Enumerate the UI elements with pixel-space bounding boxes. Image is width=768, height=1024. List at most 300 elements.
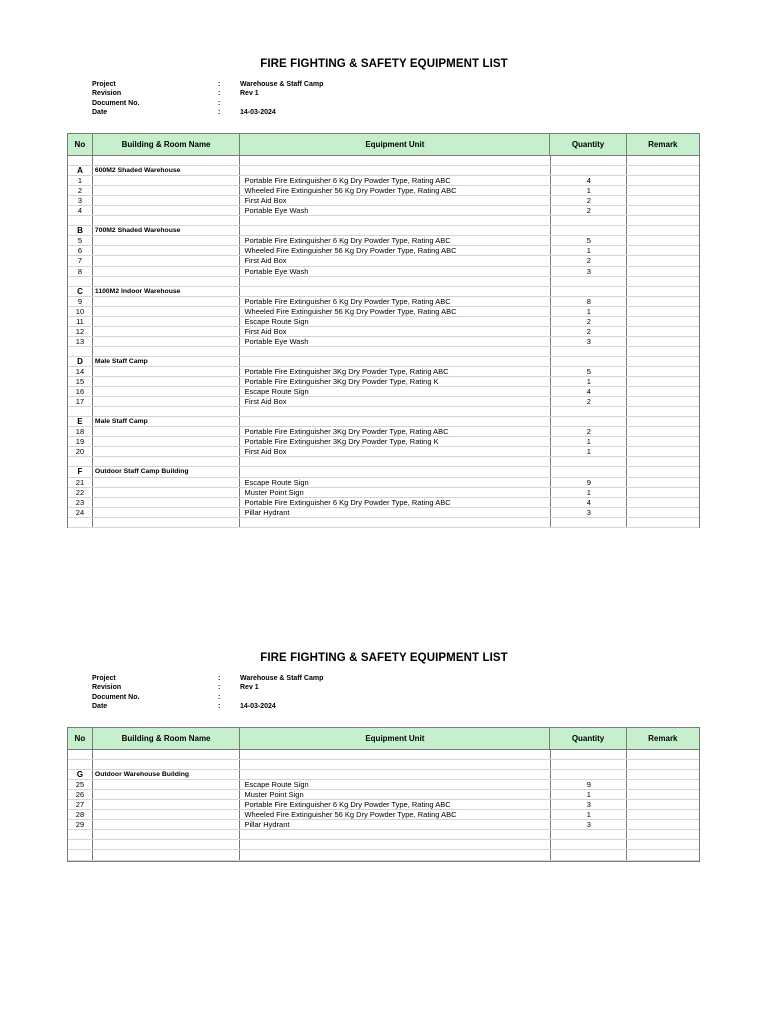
cell-equipment: [239, 166, 550, 175]
cell-remark: [626, 297, 699, 306]
header-equipment: Equipment Unit: [239, 728, 549, 749]
cell-no: B: [77, 226, 83, 236]
table-row: [68, 176, 699, 186]
cell-remark: [626, 246, 699, 255]
cell-no: 15: [75, 377, 85, 387]
cell-building: 700M2 Shaded Warehouse: [92, 226, 240, 235]
cell-building: [92, 367, 240, 376]
header-no: No: [74, 734, 86, 743]
cell-equipment: Portable Fire Extinguisher 6 Kg Dry Powder Type, Rating ABC: [239, 176, 550, 185]
cell-quantity: 1: [550, 488, 626, 497]
cell-remark: [626, 800, 699, 809]
cell-remark: [626, 357, 699, 366]
table-row: [68, 518, 699, 528]
cell-no: [68, 840, 92, 849]
cell-equipment: [239, 417, 550, 426]
cell-no: 8: [77, 266, 83, 276]
cell-quantity: 9: [550, 478, 626, 487]
cell-remark: [626, 327, 699, 336]
table-row: [68, 246, 699, 256]
cell-building: [92, 850, 240, 859]
cell-quantity: [550, 850, 626, 859]
cell-no: [68, 750, 92, 759]
cell-equipment: [239, 760, 550, 769]
table-row: [68, 397, 699, 407]
cell-building: [92, 498, 240, 507]
cell-remark: [626, 447, 699, 456]
cell-quantity: 2: [550, 206, 626, 215]
cell-equipment: Wheeled Fire Extinguisher 56 Kg Dry Powder Type, Rating ABC: [239, 186, 550, 195]
cell-no: A: [77, 166, 83, 176]
cell-building: [92, 267, 240, 276]
meta-date: [92, 702, 392, 711]
cell-quantity: [550, 457, 626, 466]
cell-quantity: [550, 166, 626, 175]
cell-building: [92, 478, 240, 487]
cell-no: 7: [77, 256, 83, 266]
cell-no: [68, 156, 92, 165]
cell-building: Male Staff Camp: [92, 357, 240, 366]
cell-no: 5: [77, 236, 83, 246]
cell-quantity: 2: [550, 256, 626, 265]
cell-building: [92, 840, 240, 849]
header-building: Building & Room Name: [92, 728, 240, 749]
table-row: [68, 488, 699, 498]
table-header: [67, 727, 700, 750]
meta-revision: [92, 89, 392, 98]
cell-no: F: [77, 467, 83, 477]
cell-remark: [626, 820, 699, 829]
table-row: [68, 327, 699, 337]
meta-label: Revision: [92, 684, 122, 692]
cell-no: E: [77, 417, 83, 427]
meta-value: Warehouse & Staff Camp: [240, 81, 324, 88]
cell-quantity: [550, 518, 626, 527]
table-row: [68, 256, 699, 266]
table-body: [67, 156, 700, 528]
table-row: [68, 780, 699, 790]
cell-building: [92, 186, 240, 195]
cell-building: Male Staff Camp: [92, 417, 240, 426]
meta-label: Revision: [92, 90, 122, 98]
cell-equipment: [239, 357, 550, 366]
cell-building: [92, 317, 240, 326]
cell-no: 27: [75, 800, 85, 810]
header-quantity: Quantity: [549, 134, 625, 155]
cell-no: [68, 457, 92, 466]
cell-no: 25: [75, 780, 85, 790]
cell-remark: [626, 760, 699, 769]
table-row: [68, 216, 699, 226]
meta-value: Warehouse & Staff Camp: [240, 675, 324, 682]
cell-equipment: First Aid Box: [239, 256, 550, 265]
cell-no: D: [77, 356, 83, 366]
cell-no: 6: [77, 246, 83, 256]
cell-quantity: 5: [550, 236, 626, 245]
cell-remark: [626, 196, 699, 205]
meta-value: 14-03-2024: [240, 108, 276, 116]
cell-quantity: [550, 226, 626, 235]
meta-document-no: [92, 693, 392, 702]
table-row: [68, 478, 699, 488]
cell-remark: [626, 478, 699, 487]
cell-remark: [626, 830, 699, 839]
cell-remark: [626, 498, 699, 507]
table-row: [68, 447, 699, 457]
cell-no: 24: [75, 507, 85, 517]
cell-quantity: 3: [550, 800, 626, 809]
cell-equipment: Portable Fire Extinguisher 6 Kg Dry Powder Type, Rating ABC: [239, 236, 550, 245]
table-row: [68, 387, 699, 397]
cell-building: [92, 297, 240, 306]
cell-building: [92, 830, 240, 839]
table-row: [68, 810, 699, 820]
cell-quantity: 8: [550, 297, 626, 306]
header-remark: Remark: [626, 728, 699, 749]
table-row: [68, 750, 699, 760]
cell-equipment: First Aid Box: [239, 196, 550, 205]
cell-equipment: [239, 156, 550, 165]
meta-colon: :: [218, 99, 221, 107]
cell-building: [92, 760, 240, 769]
table-row: [68, 267, 699, 277]
meta-document-no: [92, 99, 392, 108]
meta-label: Project: [92, 81, 116, 88]
cell-building: [92, 397, 240, 406]
document-title: FIRE FIGHTING & SAFETY EQUIPMENT LIST: [260, 652, 508, 664]
cell-building: [92, 457, 240, 466]
meta-date: [92, 108, 392, 117]
table-row: [68, 800, 699, 810]
table-row: [68, 427, 699, 437]
cell-building: [92, 377, 240, 386]
table-row: [68, 830, 699, 840]
cell-equipment: First Aid Box: [239, 447, 550, 456]
cell-quantity: [550, 216, 626, 225]
cell-no: [68, 830, 92, 839]
cell-quantity: 1: [550, 437, 626, 446]
header-building: Building & Room Name: [92, 134, 240, 155]
cell-equipment: Muster Point Sign: [239, 488, 550, 497]
cell-no: 16: [75, 387, 85, 397]
cell-building: [92, 156, 240, 165]
document-meta: [92, 80, 392, 117]
document-title: FIRE FIGHTING & SAFETY EQUIPMENT LIST: [260, 58, 508, 70]
cell-remark: [626, 267, 699, 276]
table-row: [68, 850, 699, 860]
cell-remark: [626, 176, 699, 185]
table-body: [67, 750, 700, 862]
cell-quantity: [550, 417, 626, 426]
cell-no: 26: [75, 790, 85, 800]
cell-quantity: 3: [550, 267, 626, 276]
cell-remark: [626, 488, 699, 497]
header-quantity: Quantity: [549, 728, 625, 749]
section-row: [68, 417, 699, 427]
cell-remark: [626, 790, 699, 799]
cell-equipment: First Aid Box: [239, 397, 550, 406]
cell-equipment: [239, 518, 550, 527]
cell-quantity: [550, 840, 626, 849]
cell-equipment: Portable Eye Wash: [239, 267, 550, 276]
cell-equipment: Escape Route Sign: [239, 387, 550, 396]
cell-building: [92, 277, 240, 286]
cell-building: [92, 176, 240, 185]
cell-no: 3: [77, 196, 83, 206]
cell-equipment: Wheeled Fire Extinguisher 56 Kg Dry Powder Type, Rating ABC: [239, 307, 550, 316]
table-row: [68, 820, 699, 830]
section-row: [68, 467, 699, 477]
cell-quantity: 3: [550, 820, 626, 829]
cell-building: [92, 256, 240, 265]
cell-remark: [626, 347, 699, 356]
cell-quantity: [550, 830, 626, 839]
cell-quantity: [550, 277, 626, 286]
cell-remark: [626, 407, 699, 416]
meta-value: Rev 1: [240, 90, 259, 98]
cell-equipment: [239, 407, 550, 416]
table-row: [68, 156, 699, 166]
cell-equipment: Wheeled Fire Extinguisher 56 Kg Dry Powder Type, Rating ABC: [239, 246, 550, 255]
cell-quantity: [550, 770, 626, 779]
cell-remark: [626, 166, 699, 175]
cell-no: 17: [75, 397, 85, 407]
table-row: [68, 407, 699, 417]
meta-colon: :: [218, 675, 221, 682]
cell-quantity: 1: [550, 810, 626, 819]
table-row: [68, 297, 699, 307]
cell-building: Outdoor Warehouse Building: [92, 770, 240, 779]
cell-remark: [626, 840, 699, 849]
table-row: [68, 347, 699, 357]
meta-colon: :: [218, 684, 221, 692]
section-row: [68, 226, 699, 236]
cell-remark: [626, 186, 699, 195]
cell-building: [92, 800, 240, 809]
cell-equipment: [239, 467, 550, 476]
cell-quantity: [550, 407, 626, 416]
meta-colon: :: [218, 693, 221, 701]
cell-no: 28: [75, 810, 85, 820]
cell-no: 2: [77, 186, 83, 196]
cell-equipment: Portable Eye Wash: [239, 337, 550, 346]
meta-label: Project: [92, 675, 116, 682]
cell-quantity: 1: [550, 447, 626, 456]
cell-quantity: 2: [550, 196, 626, 205]
cell-remark: [626, 317, 699, 326]
cell-quantity: 4: [550, 176, 626, 185]
cell-remark: [626, 457, 699, 466]
cell-equipment: [239, 277, 550, 286]
cell-building: [92, 750, 240, 759]
cell-building: [92, 407, 240, 416]
cell-remark: [626, 508, 699, 517]
cell-no: G: [76, 770, 84, 780]
header-remark: Remark: [626, 134, 699, 155]
cell-equipment: Portable Eye Wash: [239, 206, 550, 215]
section-row: [68, 287, 699, 297]
meta-value: Rev 1: [240, 684, 259, 692]
cell-quantity: 1: [550, 186, 626, 195]
cell-equipment: Pillar Hydrant: [239, 820, 550, 829]
cell-building: [92, 437, 240, 446]
cell-quantity: [550, 467, 626, 476]
cell-remark: [626, 256, 699, 265]
cell-building: [92, 810, 240, 819]
cell-quantity: 1: [550, 307, 626, 316]
equipment-table: [67, 133, 700, 528]
table-row: [68, 377, 699, 387]
meta-colon: :: [218, 81, 221, 88]
cell-building: [92, 508, 240, 517]
cell-quantity: 4: [550, 387, 626, 396]
table-row: [68, 337, 699, 347]
cell-building: Outdoor Staff Camp Building: [92, 467, 240, 476]
cell-no: 12: [75, 326, 85, 336]
cell-equipment: Wheeled Fire Extinguisher 56 Kg Dry Powder Type, Rating ABC: [239, 810, 550, 819]
table-row: [68, 790, 699, 800]
cell-remark: [626, 337, 699, 346]
cell-quantity: 3: [550, 337, 626, 346]
cell-equipment: Portable Fire Extinguisher 3Kg Dry Powder Type, Rating ABC: [239, 427, 550, 436]
cell-no: [68, 277, 92, 286]
cell-no: 4: [77, 206, 83, 216]
cell-building: 600M2 Shaded Warehouse: [92, 166, 240, 175]
cell-building: [92, 206, 240, 215]
table-row: [68, 317, 699, 327]
cell-building: [92, 236, 240, 245]
cell-no: [68, 407, 92, 416]
cell-remark: [626, 397, 699, 406]
cell-equipment: [239, 850, 550, 859]
cell-equipment: Pillar Hydrant: [239, 508, 550, 517]
cell-equipment: Escape Route Sign: [239, 478, 550, 487]
cell-equipment: Portable Fire Extinguisher 6 Kg Dry Powder Type, Rating ABC: [239, 498, 550, 507]
table-row: [68, 236, 699, 246]
cell-no: 14: [75, 366, 85, 376]
cell-building: [92, 488, 240, 497]
meta-label: Document No.: [92, 693, 140, 701]
meta-label: Date: [92, 702, 108, 710]
table-row: [68, 760, 699, 770]
cell-equipment: Portable Fire Extinguisher 3Kg Dry Powder Type, Rating ABC: [239, 367, 550, 376]
cell-no: 19: [75, 437, 85, 447]
cell-equipment: [239, 830, 550, 839]
cell-equipment: Escape Route Sign: [239, 317, 550, 326]
cell-building: [92, 427, 240, 436]
cell-no: 20: [75, 447, 85, 457]
meta-label: Document No.: [92, 99, 140, 107]
cell-no: 22: [75, 487, 85, 497]
cell-remark: [626, 377, 699, 386]
cell-no: [68, 850, 92, 859]
meta-revision: [92, 683, 392, 692]
cell-no: 21: [75, 477, 85, 487]
section-row: [68, 357, 699, 367]
cell-quantity: 2: [550, 427, 626, 436]
cell-no: 11: [76, 316, 84, 326]
cell-building: [92, 347, 240, 356]
cell-quantity: 1: [550, 790, 626, 799]
cell-remark: [626, 518, 699, 527]
cell-no: [68, 518, 92, 527]
cell-quantity: [550, 287, 626, 296]
cell-equipment: [239, 216, 550, 225]
cell-quantity: 5: [550, 367, 626, 376]
cell-no: 1: [77, 176, 83, 186]
table-row: [68, 367, 699, 377]
cell-quantity: [550, 750, 626, 759]
table-row: [68, 186, 699, 196]
cell-no: 9: [77, 296, 83, 306]
cell-remark: [626, 287, 699, 296]
header-no: No: [74, 140, 86, 149]
cell-remark: [626, 156, 699, 165]
cell-quantity: 9: [550, 780, 626, 789]
meta-project: [92, 80, 392, 89]
cell-quantity: [550, 156, 626, 165]
cell-no: C: [77, 286, 83, 296]
cell-building: [92, 790, 240, 799]
cell-no: [68, 216, 92, 225]
cell-equipment: First Aid Box: [239, 327, 550, 336]
cell-quantity: [550, 347, 626, 356]
cell-quantity: 2: [550, 317, 626, 326]
table-row: [68, 457, 699, 467]
cell-no: 10: [75, 306, 85, 316]
cell-building: 1100M2 Indoor Warehouse: [92, 287, 240, 296]
cell-equipment: [239, 347, 550, 356]
cell-equipment: Portable Fire Extinguisher 3Kg Dry Powder Type, Rating K: [239, 377, 550, 386]
cell-quantity: 2: [550, 397, 626, 406]
table-row: [68, 508, 699, 518]
cell-no: [68, 347, 92, 356]
cell-remark: [626, 437, 699, 446]
cell-equipment: [239, 770, 550, 779]
cell-building: [92, 518, 240, 527]
cell-building: [92, 820, 240, 829]
table-row: [68, 196, 699, 206]
equipment-table: [67, 727, 700, 862]
cell-no: 13: [75, 336, 85, 346]
cell-quantity: 3: [550, 508, 626, 517]
cell-quantity: [550, 357, 626, 366]
section-row: [68, 166, 699, 176]
cell-equipment: Portable Fire Extinguisher 6 Kg Dry Powder Type, Rating ABC: [239, 800, 550, 809]
cell-equipment: [239, 840, 550, 849]
document-meta: [92, 674, 392, 711]
cell-quantity: 1: [550, 377, 626, 386]
cell-remark: [626, 387, 699, 396]
cell-remark: [626, 770, 699, 779]
cell-equipment: Muster Point Sign: [239, 790, 550, 799]
table-row: [68, 277, 699, 287]
cell-equipment: [239, 226, 550, 235]
table-row: [68, 498, 699, 508]
cell-remark: [626, 226, 699, 235]
cell-remark: [626, 427, 699, 436]
cell-no: 18: [75, 427, 85, 437]
cell-remark: [626, 467, 699, 476]
meta-colon: :: [218, 90, 221, 98]
meta-colon: :: [218, 108, 221, 116]
cell-remark: [626, 750, 699, 759]
cell-remark: [626, 236, 699, 245]
cell-no: 23: [75, 497, 85, 507]
table-row: [68, 840, 699, 850]
cell-no: [68, 760, 92, 769]
meta-label: Date: [92, 108, 108, 116]
